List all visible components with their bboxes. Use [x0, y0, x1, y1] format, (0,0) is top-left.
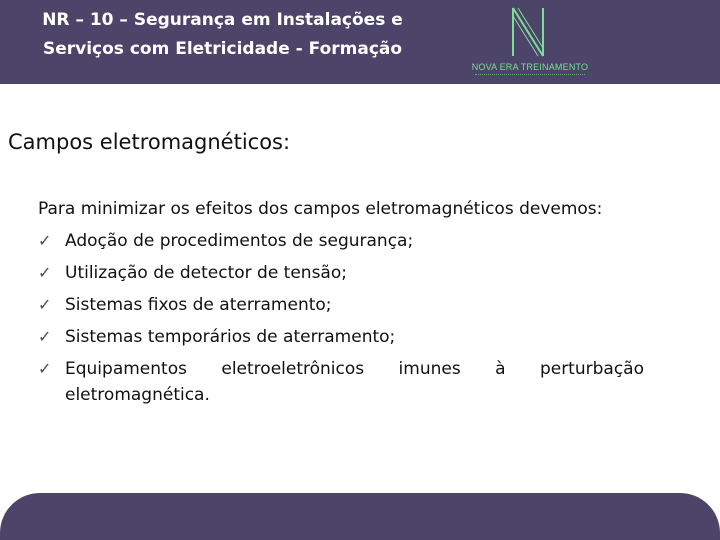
checkmark-icon: ✓	[38, 327, 52, 346]
slide-title-line-1: NR – 10 – Segurança em Instalações e	[42, 10, 403, 30]
intro-paragraph: Para minimizar os efeitos dos campos eletromagnéticos devemos:	[38, 199, 603, 219]
checkmark-icon: ✓	[38, 295, 52, 314]
logo-tagline	[475, 74, 585, 77]
logo-n-icon	[470, 4, 590, 60]
checkmark-icon: ✓	[38, 231, 52, 250]
header-bar	[0, 0, 720, 84]
list-item	[38, 356, 644, 408]
checkmark-icon: ✓	[38, 263, 52, 282]
list-item	[38, 324, 644, 350]
checkmark-icon: ✓	[38, 359, 52, 378]
list-item	[38, 260, 644, 286]
slide-title	[0, 6, 445, 64]
logo-text: NOVA ERA TREINAMENTO	[471, 62, 589, 72]
company-logo	[470, 4, 590, 82]
footer-bar	[0, 493, 720, 540]
measures-list	[38, 228, 644, 408]
list-item-text: Sistemas temporários de aterramento;	[65, 327, 396, 347]
list-item-text: Utilização de detector de tensão;	[65, 263, 347, 283]
list-item-text: Adoção de procedimentos de segurança;	[65, 231, 414, 251]
list-item-text: Equipamentos eletroeletrônicos imunes à perturbação eletromagnética.	[65, 359, 644, 405]
list-item	[38, 228, 644, 254]
body-content	[38, 196, 644, 414]
list-item	[38, 292, 644, 318]
list-item-text: Sistemas fixos de aterramento;	[65, 295, 332, 315]
section-heading: Campos eletromagnéticos:	[8, 130, 291, 154]
slide-title-line-2: Serviços com Eletricidade - Formação	[42, 39, 403, 59]
